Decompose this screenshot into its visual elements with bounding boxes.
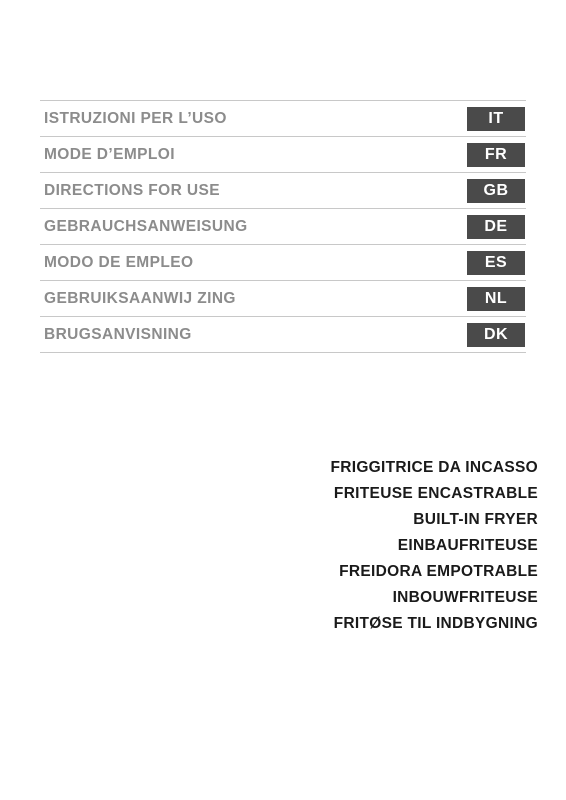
language-row-it bbox=[40, 101, 526, 137]
language-code-badge-dk: DK bbox=[467, 323, 525, 347]
language-label-es: MODO DE EMPLEO bbox=[44, 253, 194, 271]
language-label-gb: DIRECTIONS FOR USE bbox=[44, 181, 220, 199]
language-row-es bbox=[40, 245, 526, 281]
product-title-es: FREIDORA EMPOTRABLE bbox=[339, 563, 538, 580]
product-title-dk: FRITØSE TIL INDBYGNING bbox=[333, 615, 538, 632]
language-row-de bbox=[40, 209, 526, 245]
language-row-fr bbox=[40, 137, 526, 173]
language-label-nl: GEBRUIKSAANWIJ ZING bbox=[44, 289, 236, 307]
language-label-de: GEBRAUCHSANWEISUNG bbox=[44, 217, 248, 235]
language-code-badge-de: DE bbox=[467, 215, 525, 239]
language-row-gb bbox=[40, 173, 526, 209]
language-label-fr: MODE D’EMPLOI bbox=[44, 145, 175, 163]
product-title-it: FRIGGITRICE DA INCASSO bbox=[330, 459, 538, 476]
language-row-nl bbox=[40, 281, 526, 317]
language-code-badge-gb: GB bbox=[467, 179, 525, 203]
language-code-badge-es: ES bbox=[467, 251, 525, 275]
product-title-block bbox=[330, 455, 538, 637]
language-row-dk bbox=[40, 317, 526, 353]
product-title-nl: INBOUWFRITEUSE bbox=[392, 589, 538, 606]
language-index-table bbox=[40, 100, 526, 353]
language-label-it: ISTRUZIONI PER L’USO bbox=[44, 109, 227, 127]
product-title-gb: BUILT-IN FRYER bbox=[413, 511, 538, 528]
product-title-fr: FRITEUSE ENCASTRABLE bbox=[333, 485, 538, 502]
product-title-de: EINBAUFRITEUSE bbox=[397, 537, 538, 554]
language-label-dk: BRUGSANVISNING bbox=[44, 325, 192, 343]
language-code-badge-fr: FR bbox=[467, 143, 525, 167]
language-code-badge-nl: NL bbox=[467, 287, 525, 311]
language-code-badge-it: IT bbox=[467, 107, 525, 131]
